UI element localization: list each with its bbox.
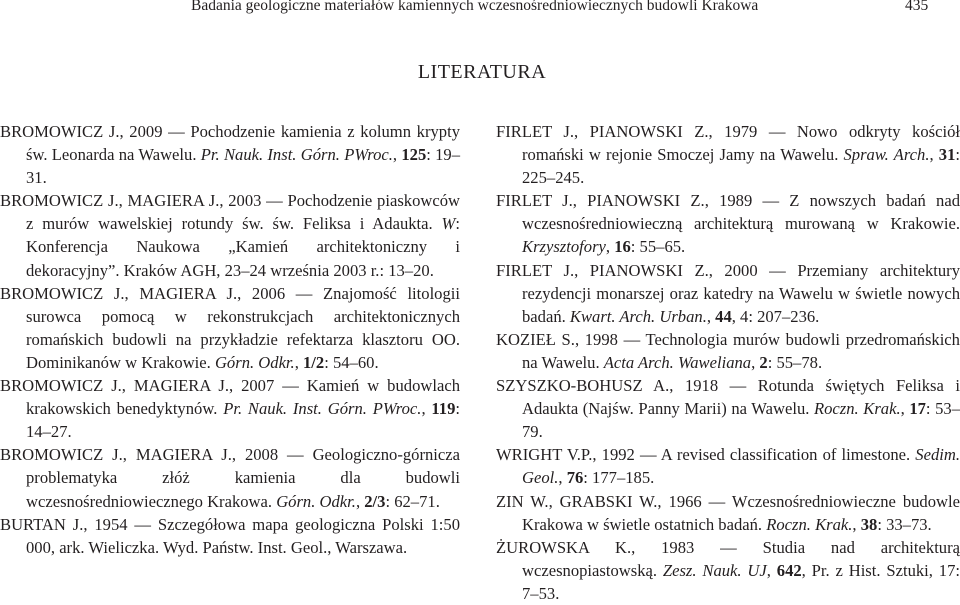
reference-title: Kamień w budowlach krakowskich benedyktynów.	[26, 376, 460, 419]
reference-entry	[496, 259, 960, 328]
reference-pages: : 177–185.	[583, 468, 655, 488]
reference-detail: ,	[852, 514, 861, 534]
reference-authors: SZYSZKO-BOHUSZ A., 1918 —	[496, 376, 758, 396]
reference-detail: ,	[766, 560, 777, 580]
reference-entry	[496, 328, 960, 374]
reference-detail: ,	[294, 352, 303, 372]
reference-volume: 31	[938, 145, 956, 165]
reference-volume: 119	[431, 399, 456, 419]
reference-entry	[496, 120, 960, 189]
reference-pages: : 53–79.	[522, 399, 960, 442]
reference-authors: KOZIEŁ S., 1998 —	[496, 329, 646, 349]
page-number: 435	[905, 0, 929, 14]
reference-detail: ,	[706, 306, 716, 326]
reference-volume: 16	[614, 237, 631, 257]
reference-entry	[496, 536, 960, 605]
reference-entry	[0, 374, 462, 443]
reference-detail: : Konferencja Naukowa „Kamień architektoniczny i dekoracyjny”. Kraków AGH, 23–24 września 2003 r.: 13–20.	[26, 214, 460, 280]
reference-journal: Roczn. Krak.	[766, 514, 853, 534]
reference-volume: 17	[909, 399, 926, 419]
reference-journal: Górn. Odkr.	[214, 352, 295, 372]
reference-detail: ,	[929, 145, 939, 165]
reference-title: Nowo odkryty kościół romański w rejonie Smoczej Jamy na Wawelu.	[522, 122, 960, 165]
reference-entry	[0, 120, 462, 189]
reference-pages: : 19–31.	[26, 145, 461, 188]
section-heading-text: LITERATURA	[417, 61, 547, 83]
reference-authors: ZIN W., GRABSKI W., 1966 —	[496, 491, 732, 511]
reference-volume: 2	[759, 352, 768, 372]
section-heading	[0, 60, 960, 84]
reference-journal: Kwart. Arch. Urban.	[569, 306, 707, 326]
reference-journal: Pr. Nauk. Inst. Górn. PWroc.	[200, 145, 393, 165]
reference-title: Technologia murów budowli przedromańskich na Wawelu.	[522, 329, 960, 372]
reference-authors: FIRLET J., PIANOWSKI Z., 1979 —	[496, 122, 797, 141]
reference-volume: 1/2	[303, 352, 325, 372]
reference-authors: BROMOWICZ J., MAGIERA J., 2003 —	[0, 191, 288, 211]
reference-pages: , Pr. z Hist. Sztuki, 17: 7–53.	[522, 560, 960, 603]
reference-pages: : 14–27.	[26, 399, 461, 442]
reference-entry	[0, 443, 462, 512]
reference-journal: Acta Arch. Waweliana	[603, 352, 752, 372]
reference-entry	[0, 189, 462, 281]
reference-detail: ,	[751, 352, 760, 372]
page-header	[0, 0, 960, 16]
reference-entry	[0, 282, 462, 374]
reference-journal: Pr. Nauk. Inst. Górn. PWroc.	[223, 399, 422, 419]
reference-title: Rotunda świętych Feliksa i Adaukta (Najśw. Panny Marii) na Wawelu.	[522, 376, 960, 419]
reference-entry	[496, 443, 960, 489]
reference-title: Znajomość litologii surowca pomocą w rekonstrukcjach architektonicznych romańskich budowli na przykładzie refektarza klasztoru OO. Dominikanów w Krakowie.	[26, 283, 460, 372]
reference-pages: : 55–65.	[630, 237, 686, 257]
reference-pages: : 33–73.	[877, 514, 932, 534]
reference-pages: : 54–60.	[324, 352, 379, 372]
reference-detail: ,	[355, 491, 365, 511]
references-left-column	[0, 120, 462, 559]
reference-title: A revised classification of limestone.	[660, 445, 916, 465]
reference-authors: BURTAN J., 1954 —	[0, 514, 158, 534]
reference-title: Wczesnośredniowieczne budowle Krakowa w świetle ostatnich badań.	[522, 491, 960, 534]
reference-journal: Górn. Odkr.	[276, 491, 356, 511]
reference-volume: 2/3	[364, 491, 386, 511]
reference-journal: W	[441, 214, 456, 234]
reference-title: Geologiczno-górnicza problematyka złóż kamienia dla budowli wczesnośredniowiecznego Krakowa.	[26, 445, 460, 511]
running-title: Badania geologiczne materiałów kamiennych wczesnośredniowiecznych budowli Krakowa	[191, 0, 759, 14]
reference-title: Pochodzenie kamienia z kolumn krypty św. Leonarda na Wawelu.	[26, 122, 460, 165]
reference-entry	[496, 374, 960, 443]
reference-volume: 125	[401, 145, 427, 165]
reference-volume: 642	[776, 560, 802, 580]
references-right-column	[496, 120, 960, 605]
reference-authors: WRIGHT V.P., 1992 —	[496, 445, 661, 465]
reference-pages: : 225–245.	[522, 145, 960, 188]
reference-authors: ŻUROWSKA K., 1983 —	[496, 537, 763, 557]
reference-authors: FIRLET J., PIANOWSKI Z., 2000 —	[496, 260, 798, 280]
reference-volume: 76	[566, 468, 584, 488]
reference-detail: ,	[900, 399, 910, 419]
reference-journal: Krzysztofory	[522, 237, 606, 257]
reference-title: Szczegółowa mapa geologiczna Polski 1:50 000, ark. Wieliczka. Wyd. Państw. Inst. Geol., Warszawa.	[26, 514, 461, 557]
reference-authors: BROMOWICZ J., 2009 —	[0, 122, 191, 141]
reference-detail: ,	[421, 399, 432, 419]
reference-authors: FIRLET J., PIANOWSKI Z., 1989 —	[496, 191, 790, 211]
reference-title: Studia nad architekturą wczesnopiastowską.	[522, 537, 960, 580]
reference-detail: ,	[605, 237, 615, 257]
reference-volume: 44	[715, 306, 732, 326]
reference-journal: Spraw. Arch.	[843, 145, 930, 165]
reference-volume: 38	[860, 514, 878, 534]
reference-title: Pochodzenie piaskowców z murów wawelskiej rotundy św. św. Feliksa i Adaukta.	[26, 191, 460, 234]
reference-journal: Zesz. Nauk. UJ	[662, 560, 767, 580]
reference-entry	[0, 513, 462, 559]
reference-pages: : 62–71.	[385, 491, 440, 511]
reference-journal: Roczn. Krak.	[813, 399, 901, 419]
reference-authors: BROMOWICZ J., MAGIERA J., 2006 —	[0, 283, 324, 303]
reference-title: Przemiany architektury rezydencji monarszej oraz katedry na Wawelu w świetle nowych badań.	[522, 260, 960, 326]
reference-detail: ,	[558, 468, 567, 488]
reference-journal: Sedim. Geol.	[522, 445, 960, 488]
reference-entry	[496, 189, 960, 258]
reference-detail: ,	[392, 145, 402, 165]
reference-pages: , 4: 207–236.	[731, 306, 820, 326]
reference-authors: BROMOWICZ J., MAGIERA J., 2007 —	[0, 376, 307, 396]
reference-authors: BROMOWICZ J., MAGIERA J., 2008 —	[0, 445, 313, 465]
reference-title: Z nowszych badań nad wczesnośredniowieczną architekturą murowaną w Krakowie.	[522, 191, 960, 234]
reference-pages: : 55–78.	[767, 352, 823, 372]
